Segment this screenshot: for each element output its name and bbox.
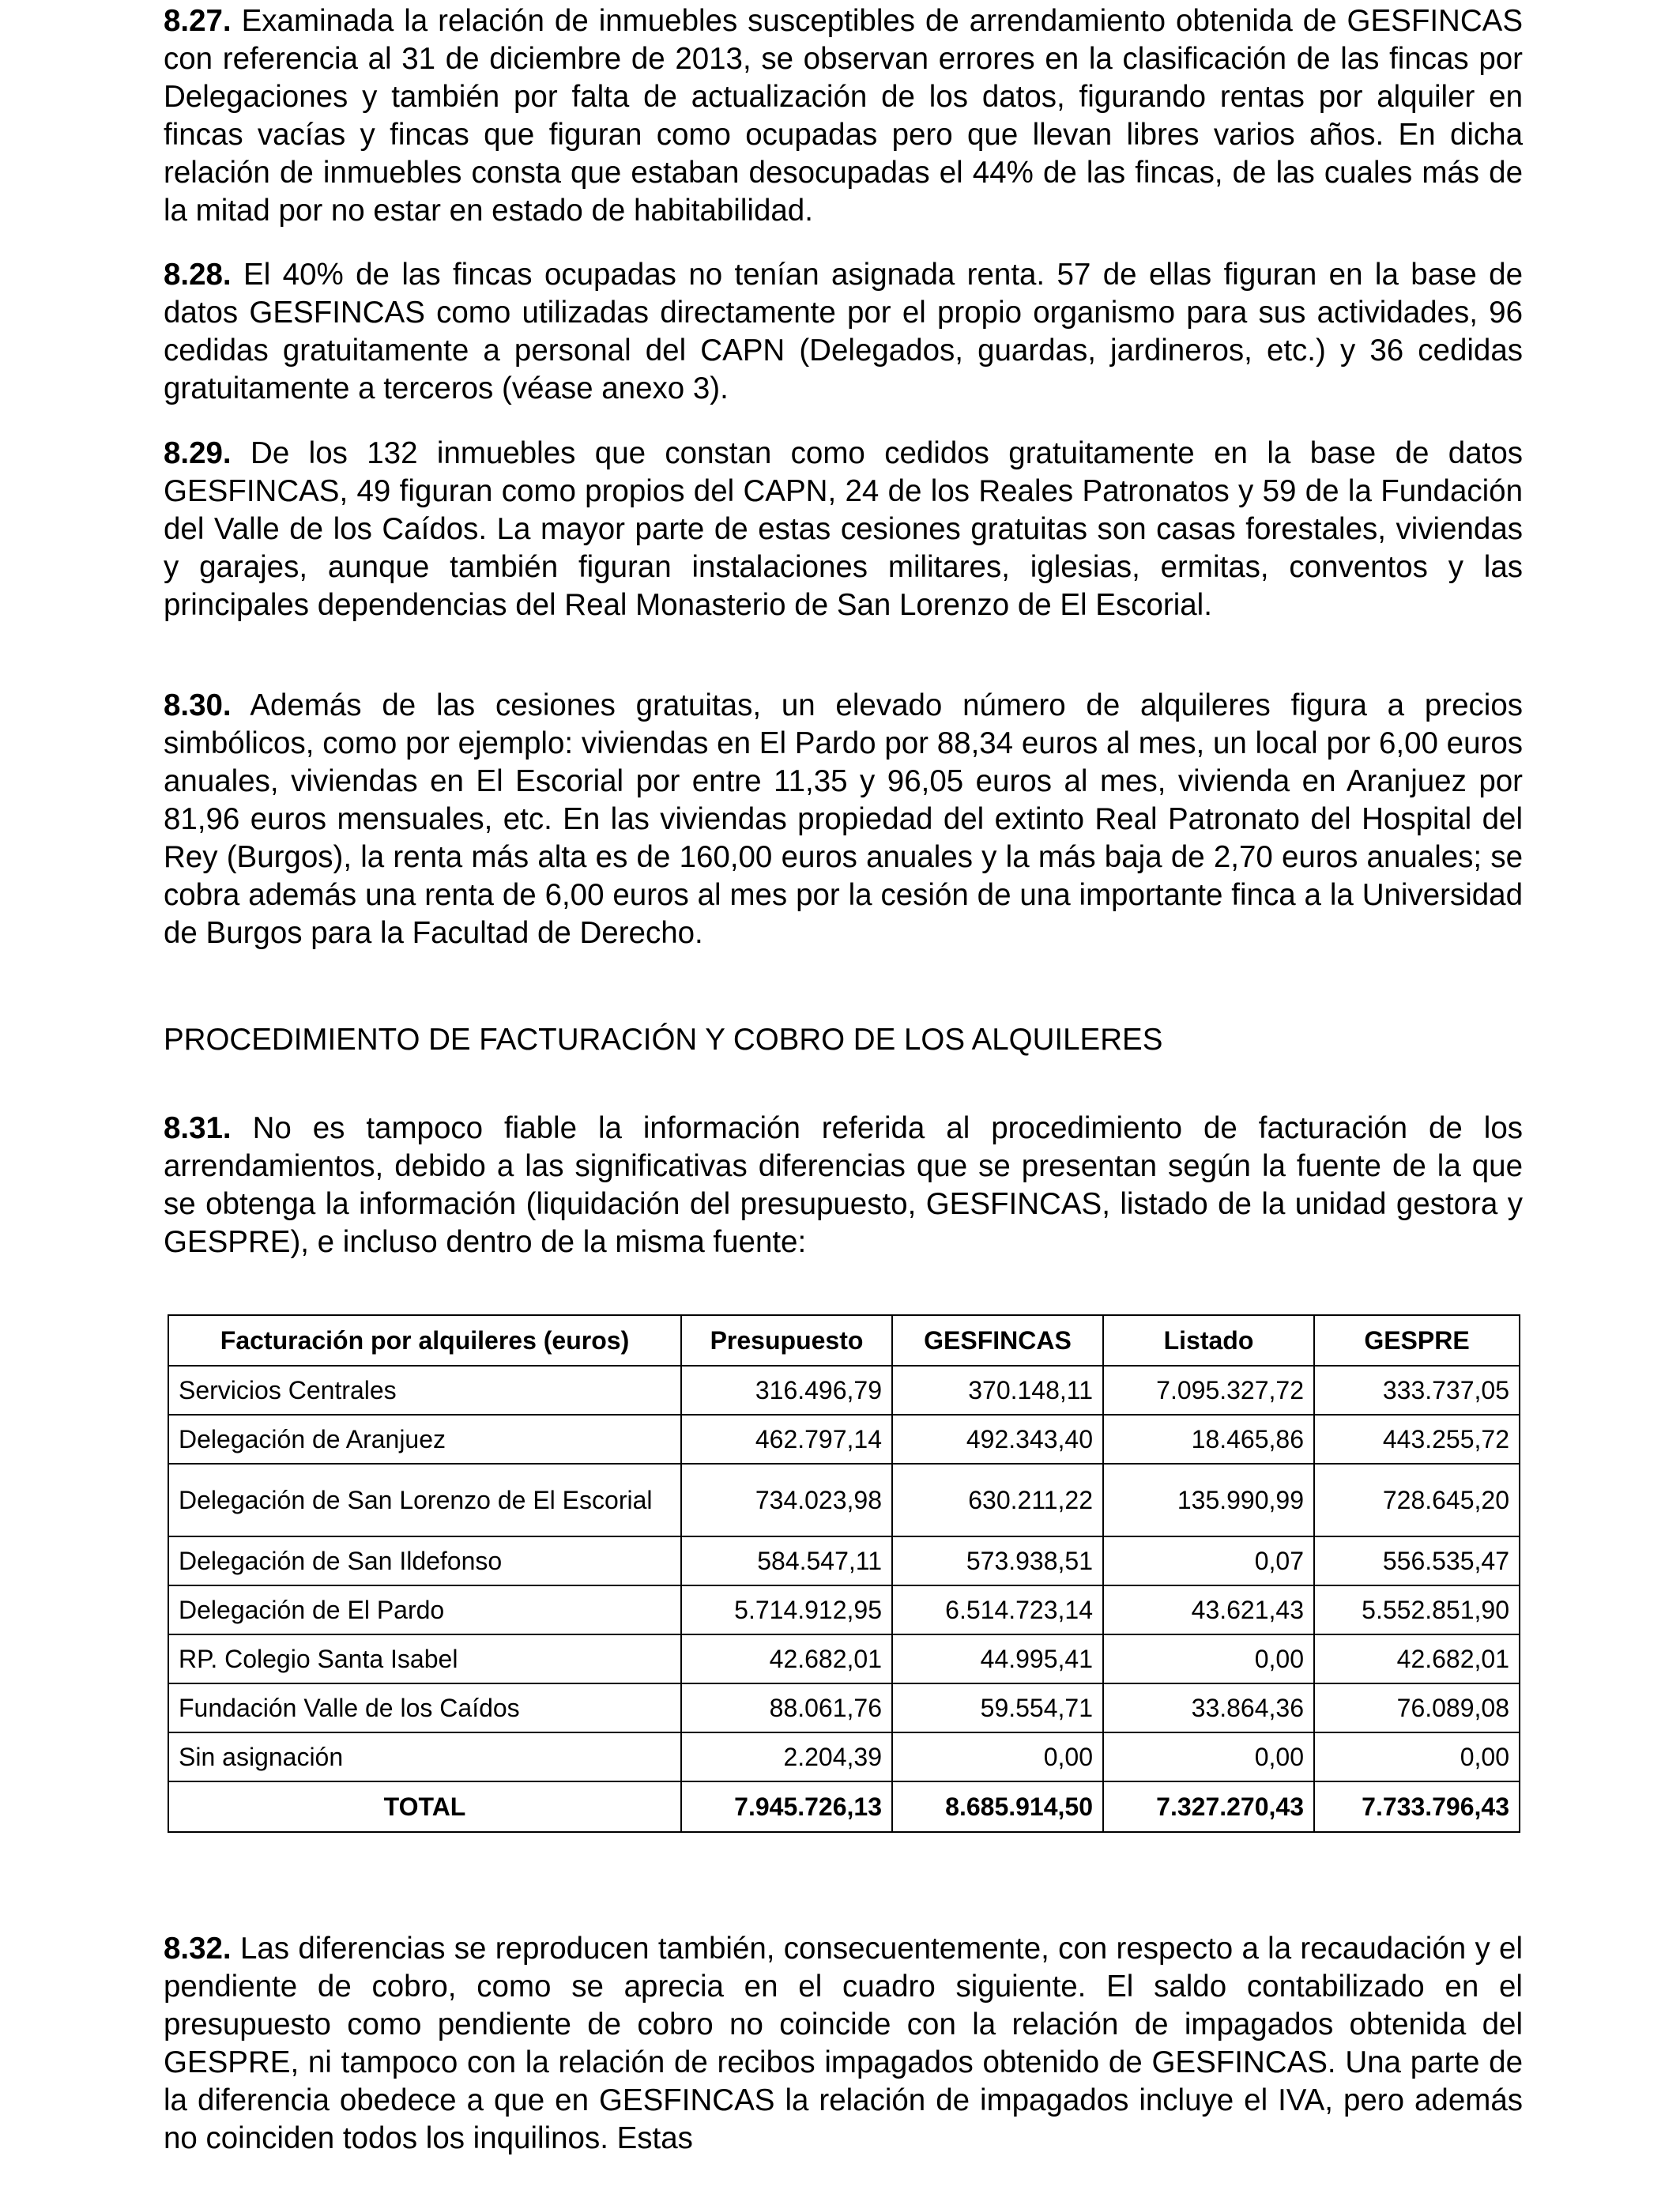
table-row: [168, 1585, 1520, 1634]
table-row: [168, 1732, 1520, 1781]
cell-listado: 0,00: [1103, 1634, 1314, 1683]
cell-listado: 7.095.327,72: [1103, 1366, 1314, 1415]
paragraph-text: Las diferencias se reproducen también, consecuentemente, con respecto a la recaudación y el pendiente de cobro, como se aprecia en el cuadro siguiente. El saldo contabilizado en el presupuesto como pendiente de cobro no coincide con la relación de impagados obtenida del GESPRE, ni tampoco con la relación de recibos impagados obtenido de GESFINCAS. Una parte de la diferencia obedece a que en GESFINCAS la relación de impagados incluye el IVA, pero además no coinciden todos los inquilinos. Estas: [164, 1932, 1523, 2155]
cell-gesfincas: 630.211,22: [892, 1464, 1103, 1536]
cell-presupuesto: 584.547,11: [681, 1536, 892, 1585]
paragraph-8-28: [164, 256, 1523, 408]
paragraph-number: 8.28.: [164, 258, 232, 292]
cell-gespre: 76.089,08: [1314, 1683, 1520, 1732]
cell-gespre: 0,00: [1314, 1732, 1520, 1781]
total-listado: 7.327.270,43: [1103, 1781, 1314, 1832]
cell-gesfincas: 59.554,71: [892, 1683, 1103, 1732]
row-label: Delegación de Aranjuez: [168, 1415, 681, 1464]
table-header-row: [168, 1315, 1520, 1366]
total-label: TOTAL: [168, 1781, 681, 1832]
cell-presupuesto: 462.797,14: [681, 1415, 892, 1464]
total-gesfincas: 8.685.914,50: [892, 1781, 1103, 1832]
cell-gespre: 333.737,05: [1314, 1366, 1520, 1415]
cell-gesfincas: 573.938,51: [892, 1536, 1103, 1585]
paragraph-text: Examinada la relación de inmuebles susceptibles de arrendamiento obtenida de GESFINCAS con referencia al 31 de diciembre de 2013, se observan errores en la clasificación de las fincas por Delegaciones y también por falta de actualización de los datos, figurando rentas por alquiler en fincas vacías y fincas que figuran como ocupadas pero que llevan libres varios años. En dicha relación de inmuebles consta que estaban desocupadas el 44% de las fincas, de las cuales más de la mitad por no estar en estado de habitabilidad.: [164, 4, 1524, 228]
cell-gesfincas: 492.343,40: [892, 1415, 1103, 1464]
paragraph-text: El 40% de las fincas ocupadas no tenían asignada renta. 57 de ellas figuran en la base de datos GESFINCAS como utilizadas directamente por el propio organismo para sus actividades, 96 cedidas gratuitamente a personal del CAPN (Delegados, guardas, jardineros, etc.) y 36 cedidas gratuitamente a terceros (véase anexo 3).: [164, 258, 1523, 405]
header-gesfincas: GESFINCAS: [892, 1315, 1103, 1366]
cell-listado: 33.864,36: [1103, 1683, 1314, 1732]
paragraph-8-27: [164, 2, 1523, 230]
header-listado: Listado: [1103, 1315, 1314, 1366]
cell-presupuesto: 88.061,76: [681, 1683, 892, 1732]
row-label: Delegación de San Lorenzo de El Escorial: [168, 1464, 681, 1536]
cell-gespre: 556.535,47: [1314, 1536, 1520, 1585]
table-row: [168, 1366, 1520, 1415]
paragraph-number: 8.29.: [164, 436, 232, 470]
cell-gesfincas: 370.148,11: [892, 1366, 1103, 1415]
paragraph-text: Además de las cesiones gratuitas, un elevado número de alquileres figura a precios simbólicos, como por ejemplo: viviendas en El Pardo por 88,34 euros al mes, un local por 6,00 euros anuales, viviendas en El Escorial por entre 11,35 y 96,05 euros al mes, vivienda en Aranjuez por 81,96 euros mensuales, etc. En las viviendas propiedad del extinto Real Patronato del Hospital del Rey (Burgos), la renta más alta es de 160,00 euros anuales y la más baja de 2,70 euros anuales; se cobra además una renta de 6,00 euros al mes por la cesión de una importante finca a la Universidad de Burgos para la Facultad de Derecho.: [164, 688, 1523, 950]
table-row: [168, 1536, 1520, 1585]
paragraph-8-31: [164, 1110, 1523, 1261]
cell-gesfincas: 6.514.723,14: [892, 1585, 1103, 1634]
cell-gespre: 443.255,72: [1314, 1415, 1520, 1464]
cell-presupuesto: 734.023,98: [681, 1464, 892, 1536]
row-label: Delegación de El Pardo: [168, 1585, 681, 1634]
table-row: [168, 1634, 1520, 1683]
cell-listado: 18.465,86: [1103, 1415, 1314, 1464]
table-row: [168, 1464, 1520, 1536]
paragraph-number: 8.27.: [164, 4, 232, 38]
header-presupuesto: Presupuesto: [681, 1315, 892, 1366]
paragraph-8-30: [164, 687, 1523, 952]
cell-listado: 0,00: [1103, 1732, 1314, 1781]
section-heading: PROCEDIMIENTO DE FACTURACIÓN Y COBRO DE LOS ALQUILERES: [164, 1023, 1163, 1057]
paragraph-number: 8.32.: [164, 1932, 232, 1966]
cell-presupuesto: 316.496,79: [681, 1366, 892, 1415]
cell-gespre: 5.552.851,90: [1314, 1585, 1520, 1634]
paragraph-text: De los 132 inmuebles que constan como cedidos gratuitamente en la base de datos GESFINCAS, 49 figuran como propios del CAPN, 24 de los Reales Patronatos y 59 de la Fundación del Valle de los Caídos. La mayor parte de estas cesiones gratuitas son casas forestales, viviendas y garajes, aunque también figuran instalaciones militares, iglesias, ermitas, conventos y las principales dependencias del Real Monasterio de San Lorenzo de El Escorial.: [164, 436, 1523, 622]
table-total-row: [168, 1781, 1520, 1832]
cell-gespre: 728.645,20: [1314, 1464, 1520, 1536]
row-label: Servicios Centrales: [168, 1366, 681, 1415]
cell-listado: 0,07: [1103, 1536, 1314, 1585]
row-label: Sin asignación: [168, 1732, 681, 1781]
cell-listado: 43.621,43: [1103, 1585, 1314, 1634]
paragraph-number: 8.30.: [164, 688, 232, 722]
cell-presupuesto: 42.682,01: [681, 1634, 892, 1683]
row-label: Delegación de San Ildefonso: [168, 1536, 681, 1585]
table-row: [168, 1415, 1520, 1464]
row-label: RP. Colegio Santa Isabel: [168, 1634, 681, 1683]
paragraph-text: No es tampoco fiable la información referida al procedimiento de facturación de los arrendamientos, debido a las significativas diferencias que se presentan según la fuente de la que se obtenga la información (liquidación del presupuesto, GESFINCAS, listado de la unidad gestora y GESPRE), e incluso dentro de la misma fuente:: [164, 1111, 1523, 1259]
paragraph-number: 8.31.: [164, 1111, 232, 1145]
paragraph-8-29: [164, 435, 1523, 624]
total-gespre: 7.733.796,43: [1314, 1781, 1520, 1832]
cell-gespre: 42.682,01: [1314, 1634, 1520, 1683]
header-concept: Facturación por alquileres (euros): [168, 1315, 681, 1366]
table-row: [168, 1683, 1520, 1732]
paragraph-8-32: [164, 1930, 1523, 2158]
cell-presupuesto: 5.714.912,95: [681, 1585, 892, 1634]
total-presupuesto: 7.945.726,13: [681, 1781, 892, 1832]
cell-listado: 135.990,99: [1103, 1464, 1314, 1536]
cell-presupuesto: 2.204,39: [681, 1732, 892, 1781]
row-label: Fundación Valle de los Caídos: [168, 1683, 681, 1732]
billing-table: [168, 1314, 1520, 1833]
cell-gesfincas: 44.995,41: [892, 1634, 1103, 1683]
header-gespre: GESPRE: [1314, 1315, 1520, 1366]
cell-gesfincas: 0,00: [892, 1732, 1103, 1781]
